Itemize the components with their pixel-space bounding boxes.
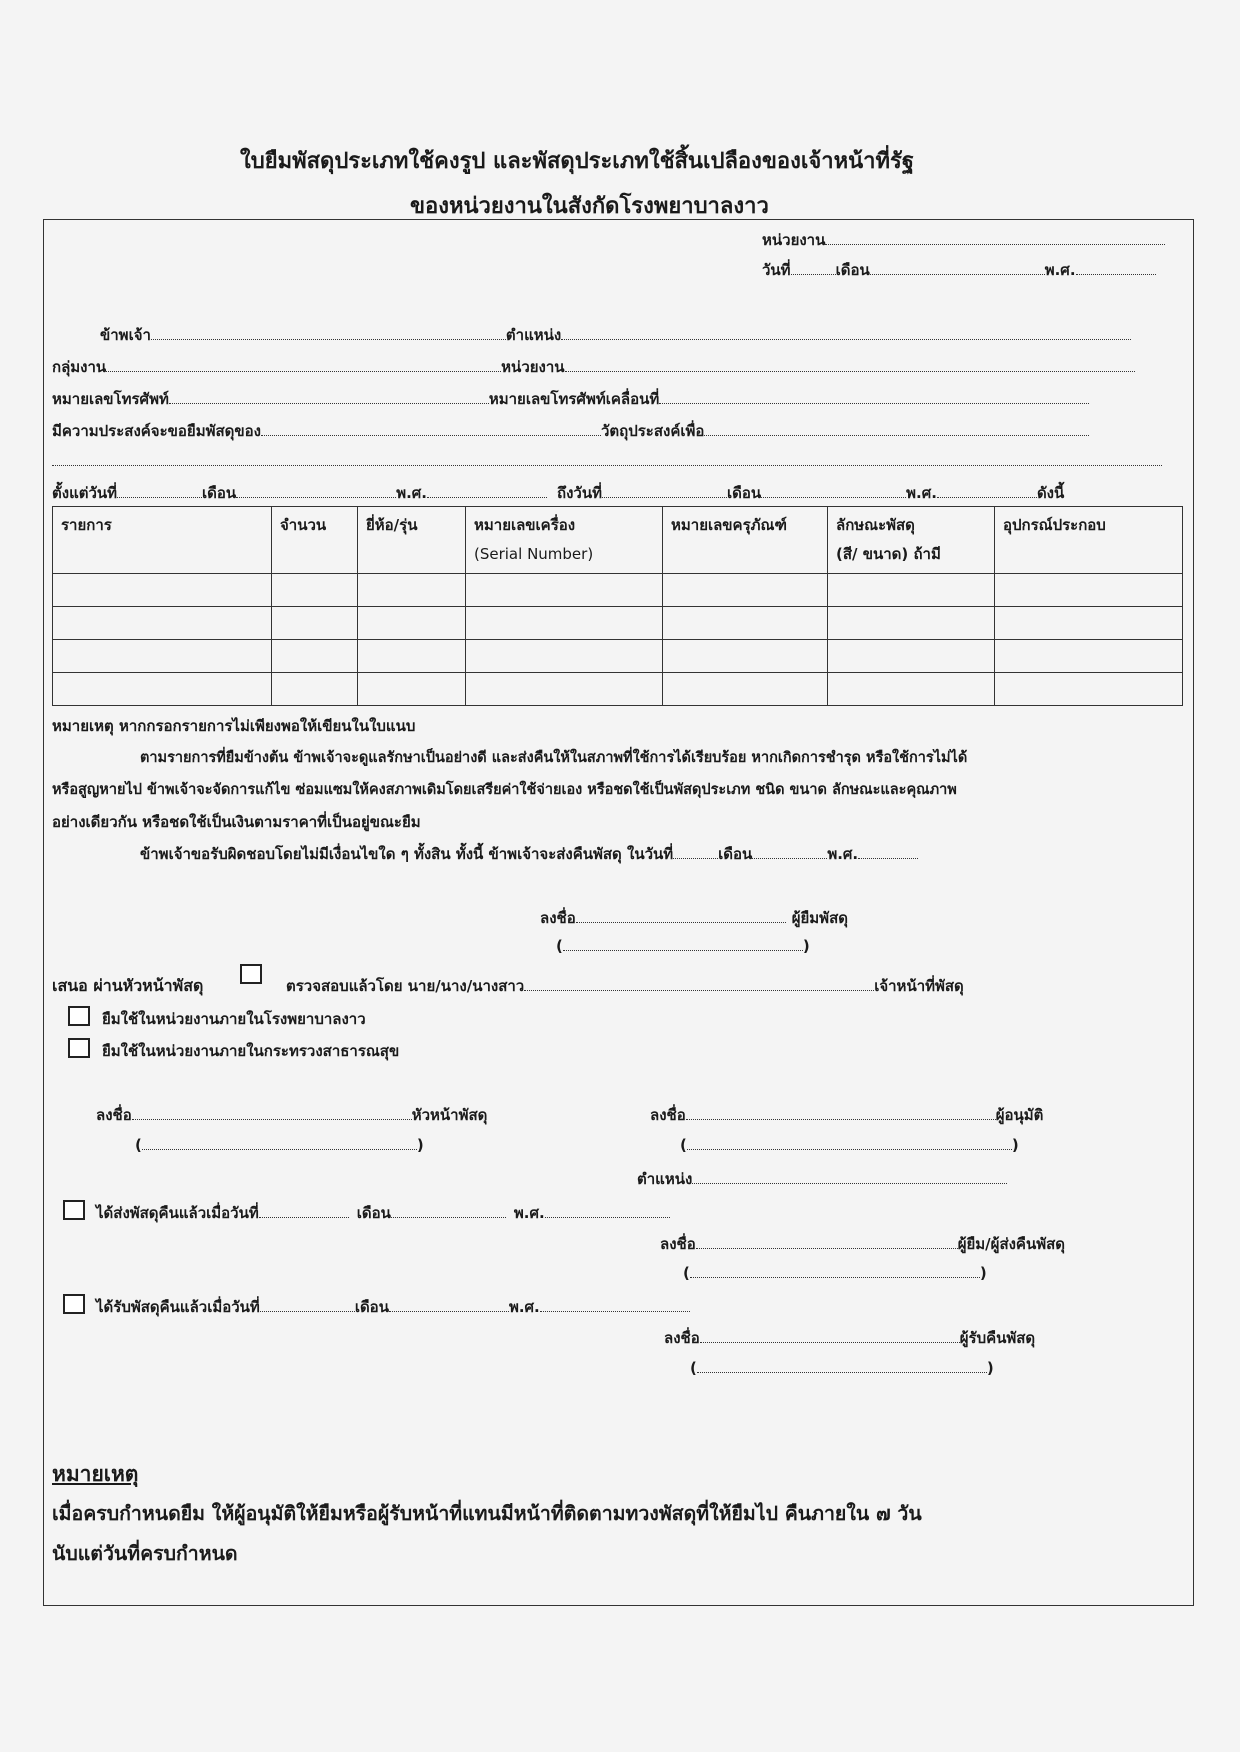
col-brand-model: ยี่ห้อ/รุ่น: [358, 507, 466, 574]
table-cell[interactable]: [828, 607, 995, 640]
borrower-mobile-field[interactable]: [659, 389, 1089, 404]
header-unit-label: หน่วยงาน: [762, 231, 826, 249]
return-sent-month-label: เดือน: [356, 1204, 391, 1222]
return-sent-printed-name-field[interactable]: [690, 1263, 980, 1278]
footer-note-line2: นับแต่วันที่ครบกำหนด: [52, 1542, 238, 1565]
approver-sign-label: ลงชื่อ: [650, 1106, 686, 1124]
table-cell[interactable]: [53, 640, 272, 673]
option-hospital-label: ยืมใช้ในหน่วยงานภายในโรงพยาบาลงาว: [102, 1010, 366, 1028]
borrower-name-paren: ( ): [556, 937, 810, 955]
table-cell[interactable]: [995, 574, 1183, 607]
table-cell[interactable]: [272, 574, 358, 607]
return-sent-checkbox[interactable]: [63, 1200, 85, 1220]
table-cell[interactable]: [466, 607, 663, 640]
header-date-row: [762, 258, 1156, 282]
table-cell[interactable]: [828, 640, 995, 673]
table-row: [53, 640, 1183, 673]
borrower-extra-field[interactable]: [52, 451, 1162, 466]
option-ministry-label: ยืมใช้ในหน่วยงานภายในกระทรวงสาธารณสุข: [102, 1042, 400, 1060]
header-date-label: วันที่: [762, 261, 791, 279]
borrower-group-label: กลุ่มงาน: [52, 358, 107, 376]
table-cell[interactable]: [663, 673, 828, 706]
return-received-sign-row: [664, 1326, 1035, 1350]
borrower-unit-field[interactable]: [565, 357, 1135, 372]
form-title-line1: ใบยืมพัสดุประเภทใช้คงรูป และพัสดุประเภทใช้สิ้นเปลืองของเจ้าหน้าที่รัฐ: [240, 149, 914, 174]
return-sent-year-label: พ.ศ.: [513, 1204, 545, 1222]
borrower-name-field[interactable]: [151, 325, 506, 340]
period-year2-label: พ.ศ.: [906, 484, 937, 502]
borrower-phone-field[interactable]: [169, 389, 489, 404]
period-from-label: ตั้งแต่วันที่: [52, 484, 118, 502]
table-cell[interactable]: [272, 673, 358, 706]
table-cell[interactable]: [995, 640, 1183, 673]
period-to-label: ถึงวันที่: [557, 484, 602, 502]
table-cell[interactable]: [358, 607, 466, 640]
remarks-note: หมายเหตุ หากกรอกรายการไม่เพียงพอให้เขียนในใบแนบ: [52, 717, 416, 735]
table-row: [53, 673, 1183, 706]
table-row: [53, 607, 1183, 640]
borrower-intent-row: [52, 419, 1089, 443]
header-month-field[interactable]: [870, 260, 1045, 275]
table-cell[interactable]: [53, 607, 272, 640]
borrower-position-field[interactable]: [561, 325, 1131, 340]
period-as-follows-label: ดังนี้: [1036, 484, 1065, 502]
table-cell[interactable]: [995, 673, 1183, 706]
table-cell[interactable]: [358, 673, 466, 706]
remarks-return-year-label: พ.ศ.: [827, 845, 859, 863]
return-received-checkbox[interactable]: [63, 1294, 85, 1314]
items-header-row: [53, 507, 1183, 574]
borrower-sign-row: [540, 906, 848, 930]
table-row: [53, 574, 1183, 607]
borrower-extra-row: [52, 451, 1162, 470]
remarks-return-row: [140, 842, 918, 866]
period-to-month-field[interactable]: [761, 483, 906, 498]
table-cell[interactable]: [995, 607, 1183, 640]
items-table: [52, 506, 1183, 706]
approver-position-row: [637, 1167, 1007, 1191]
option-ministry-checkbox[interactable]: [68, 1038, 90, 1058]
head-sign-row: [96, 1103, 487, 1127]
col-accessories: อุปกรณ์ประกอบ: [995, 507, 1183, 574]
return-sent-month-field[interactable]: [391, 1203, 506, 1218]
approver-position-label: ตำแหน่ง: [637, 1170, 693, 1188]
return-sent-row: [96, 1201, 670, 1225]
col-serial-number: หมายเลขเครื่อง (Serial Number): [466, 507, 663, 574]
head-sign-label: ลงชื่อ: [96, 1106, 132, 1124]
header-month-label: เดือน: [835, 261, 870, 279]
period-to-day-field[interactable]: [602, 483, 727, 498]
table-cell[interactable]: [272, 607, 358, 640]
borrower-unit-label: หน่วยงาน: [501, 358, 565, 376]
remarks-paragraph-2: หรือสูญหายไป ข้าพเจ้าจะจัดการแก้ไข ซ่อมแซมให้คงสภาพเดิมโดยเสรียค่าใช้จ่ายเอง หรือชดใช้เป็นพัสดุประเภท ชนิด ขนาด ลักษณะและคุณภาพ: [52, 782, 957, 798]
borrower-group-row: [52, 355, 1135, 379]
checked-by-field[interactable]: [524, 976, 874, 991]
borrower-name-row: [100, 323, 1131, 347]
header-year-label: พ.ศ.: [1044, 261, 1076, 279]
borrower-phone-row: [52, 387, 1089, 411]
head-printed-name-field[interactable]: [142, 1135, 417, 1150]
borrower-purpose-label: วัตถุประสงค์เพื่อ: [600, 422, 705, 440]
borrower-sign-role: ผู้ยืมพัสดุ: [791, 909, 848, 927]
period-from-day-field[interactable]: [117, 483, 202, 498]
return-received-month-field[interactable]: [389, 1297, 509, 1312]
return-sent-role-label: ผู้ยืม/ผู้ส่งคืนพัสดุ: [957, 1235, 1066, 1253]
return-sent-label: ได้ส่งพัสดุคืนแล้วเมื่อวันที่: [96, 1204, 259, 1222]
period-month2-label: เดือน: [726, 484, 762, 502]
borrower-position-label: ตำแหน่ง: [505, 326, 562, 344]
borrower-sign-label: ลงชื่อ: [540, 909, 576, 927]
remarks-return-month-label: เดือน: [718, 845, 753, 863]
approver-name-paren: ( ): [680, 1136, 1019, 1154]
remarks-paragraph-3: อย่างเดียวกัน หรือชดใช้เป็นเงินตามราคาที่เป็นอยู่ขณะยืม: [52, 813, 421, 831]
period-row: [52, 481, 1064, 505]
period-to-year-field[interactable]: [937, 483, 1037, 498]
return-received-printed-name-field[interactable]: [697, 1358, 987, 1373]
table-cell[interactable]: [53, 673, 272, 706]
table-cell[interactable]: [358, 640, 466, 673]
period-from-year-field[interactable]: [427, 483, 547, 498]
return-received-name-paren: ( ): [690, 1359, 994, 1377]
borrower-purpose-field[interactable]: [704, 421, 1089, 436]
approver-role-label: ผู้อนุมัติ: [995, 1106, 1044, 1124]
table-cell[interactable]: [53, 574, 272, 607]
period-month-label: เดือน: [202, 484, 237, 502]
table-cell[interactable]: [663, 574, 828, 607]
form-title-line2: ของหน่วยงานในสังกัดโรงพยาบาลงาว: [410, 194, 769, 219]
col-item: รายการ: [53, 507, 272, 574]
return-received-year-field[interactable]: [540, 1297, 690, 1312]
remarks-return-text: ข้าพเจ้าขอรับผิดชอบโดยไม่มีเงื่อนไขใด ๆ ทั้งสิน ทั้งนี้ ข้าพเจ้าจะส่งคืนพัสดุ ในวันที่: [140, 845, 674, 863]
col-characteristics: ลักษณะพัสดุ (สี/ ขนาด) ถ้ามี: [828, 507, 995, 574]
borrower-mobile-label: หมายเลขโทรศัพท์เคลื่อนที่: [488, 390, 660, 408]
checked-by-row: [286, 974, 964, 998]
option-hospital-checkbox[interactable]: [68, 1006, 90, 1026]
header-year-field[interactable]: [1076, 260, 1156, 275]
officer-label: เจ้าหน้าที่พัสดุ: [874, 977, 964, 995]
borrower-name-label: ข้าพเจ้า: [100, 326, 151, 344]
borrower-phone-label: หมายเลขโทรศัพท์: [52, 390, 169, 408]
table-cell[interactable]: [663, 607, 828, 640]
table-cell[interactable]: [828, 673, 995, 706]
table-cell[interactable]: [272, 640, 358, 673]
borrower-intent-label: มีความประสงค์จะขอยืมพัสดุของ: [52, 422, 261, 440]
remarks-paragraph-1: ตามรายการที่ยืมข้างต้น ข้าพเจ้าจะดูแลรักษาเป็นอย่างดี และส่งคืนให้ในสภาพที่ใช้การได้เรียบร้อย หากเกิดการชำรุด หรือใช้การไม่ได้: [140, 750, 968, 766]
return-received-role-label: ผู้รับคืนพัสดุ: [959, 1329, 1036, 1347]
return-day-field[interactable]: [673, 844, 718, 859]
borrower-printed-name-field[interactable]: [563, 936, 803, 951]
return-received-label: ได้รับพัสดุคืนแล้วเมื่อวันที่: [96, 1298, 260, 1316]
head-sign-field[interactable]: [132, 1105, 412, 1120]
table-cell[interactable]: [663, 640, 828, 673]
borrower-group-field[interactable]: [106, 357, 501, 372]
return-received-sign-field[interactable]: [700, 1328, 960, 1343]
head-name-paren: ( ): [135, 1136, 424, 1154]
return-month-field[interactable]: [752, 844, 827, 859]
propose-label: เสนอ ผ่านหัวหน้าพัสดุ: [52, 976, 204, 995]
approver-printed-name-field[interactable]: [687, 1135, 1012, 1150]
header-day-field[interactable]: [791, 260, 836, 275]
table-cell[interactable]: [358, 574, 466, 607]
header-unit-field[interactable]: [825, 230, 1165, 245]
borrower-sign-field[interactable]: [576, 908, 786, 923]
return-received-row: [96, 1295, 690, 1319]
approver-sign-row: [650, 1103, 1043, 1127]
checked-by-label: ตรวจสอบแล้วโดย นาย/นาง/นางสาว: [286, 977, 525, 995]
borrower-intent-field[interactable]: [261, 421, 601, 436]
header-unit-row: [762, 228, 1165, 252]
return-sent-sign-label: ลงชื่อ: [660, 1235, 696, 1253]
return-sent-day-field[interactable]: [259, 1203, 349, 1218]
table-cell[interactable]: [466, 574, 663, 607]
table-cell[interactable]: [466, 640, 663, 673]
col-asset-number: หมายเลขครุภัณฑ์: [663, 507, 828, 574]
return-received-sign-label: ลงชื่อ: [664, 1329, 700, 1347]
return-received-year-label: พ.ศ.: [508, 1298, 540, 1316]
return-year-field[interactable]: [858, 844, 918, 859]
return-sent-name-paren: ( ): [683, 1264, 987, 1282]
return-sent-year-field[interactable]: [545, 1203, 670, 1218]
return-sent-sign-row: [660, 1232, 1065, 1256]
propose-checkbox[interactable]: [240, 964, 262, 984]
period-from-month-field[interactable]: [236, 483, 396, 498]
table-cell[interactable]: [466, 673, 663, 706]
footer-note-heading: หมายเหตุ: [52, 1462, 139, 1486]
approver-position-field[interactable]: [692, 1169, 1007, 1184]
approver-sign-field[interactable]: [686, 1105, 996, 1120]
col-quantity: จำนวน: [272, 507, 358, 574]
footer-note-line1: เมื่อครบกำหนดยืม ให้ผู้อนุมัติให้ยืมหรือผู้รับหน้าที่แทนมีหน้าที่ติดตามทวงพัสดุที่ให้ยืมไป คืนภายใน ๗ วัน: [52, 1502, 922, 1525]
head-role-label: หัวหน้าพัสดุ: [411, 1106, 488, 1124]
return-received-month-label: เดือน: [354, 1298, 389, 1316]
period-year-label: พ.ศ.: [396, 484, 427, 502]
table-cell[interactable]: [828, 574, 995, 607]
return-received-day-field[interactable]: [260, 1297, 355, 1312]
return-sent-sign-field[interactable]: [696, 1234, 958, 1249]
